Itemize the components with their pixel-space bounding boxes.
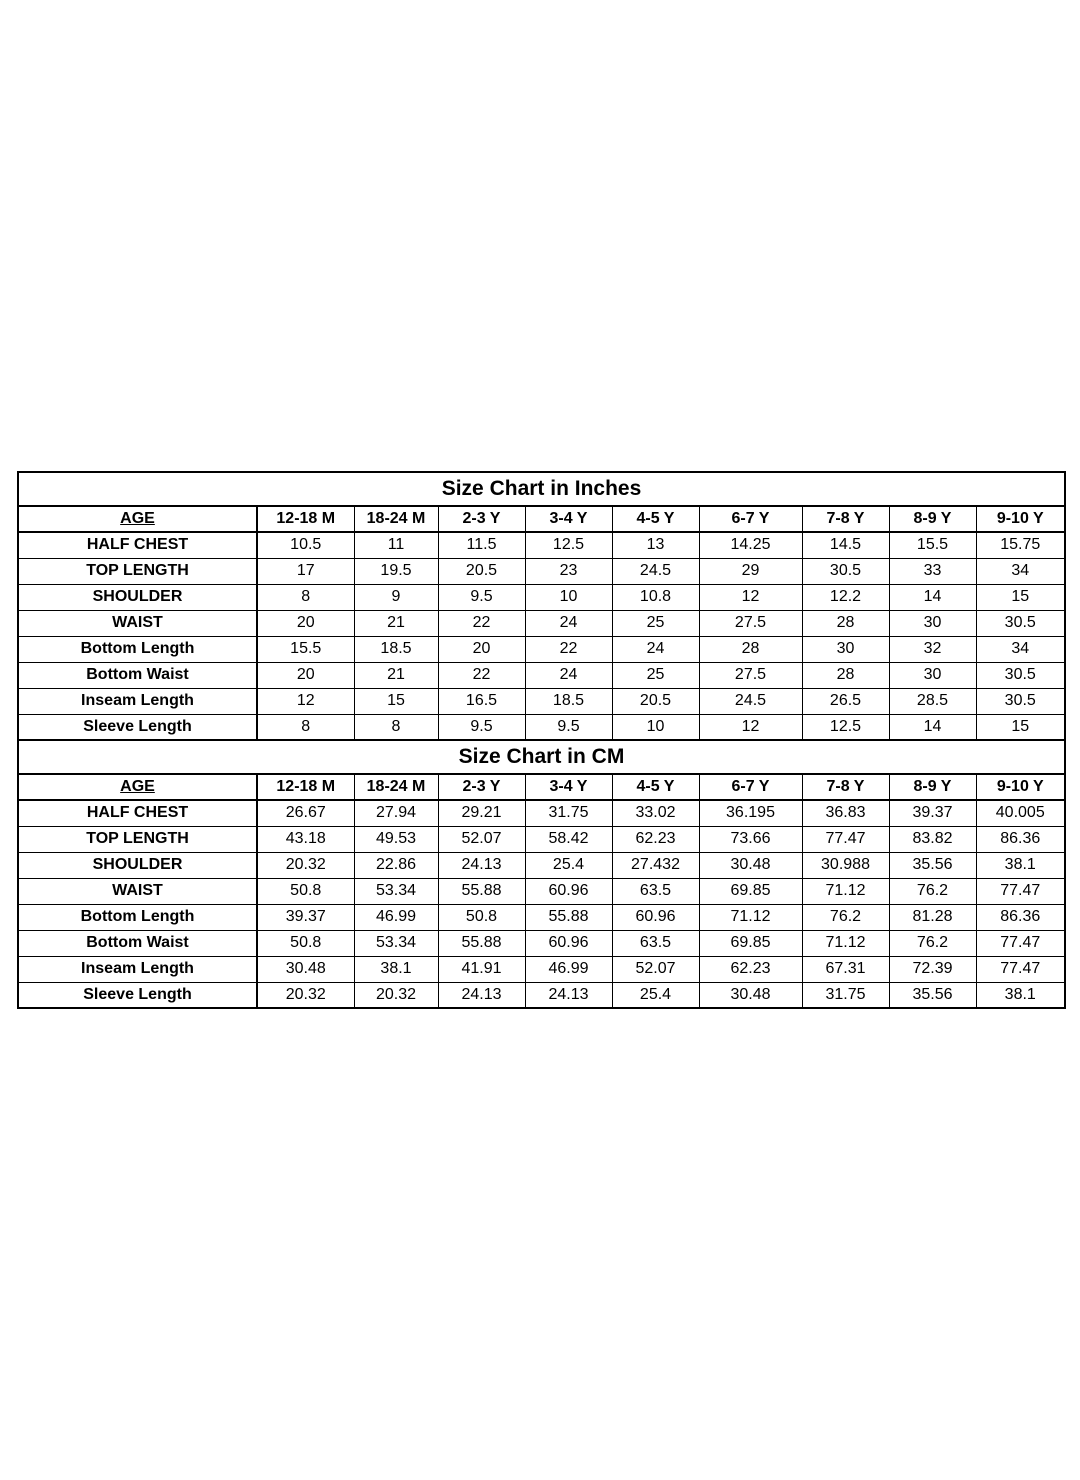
table-cell: 30.988 <box>802 852 889 878</box>
table-row <box>18 636 1065 662</box>
table-cell: 12 <box>257 688 354 714</box>
column-header-inches: 9-10 Y <box>976 506 1065 532</box>
table-cell: 20.32 <box>354 982 438 1008</box>
table-cell: 36.195 <box>699 800 802 826</box>
table-cell: 20.5 <box>438 558 525 584</box>
table-cell: 30.48 <box>699 982 802 1008</box>
table-cell: 29.21 <box>438 800 525 826</box>
table-cell: 50.8 <box>257 930 354 956</box>
table-cell: 62.23 <box>612 826 699 852</box>
column-header-inches: 12-18 M <box>257 506 354 532</box>
column-header-cm: 12-18 M <box>257 774 354 800</box>
table-cell: 30 <box>802 636 889 662</box>
table-cell: 30.48 <box>257 956 354 982</box>
table-cell: 10 <box>612 714 699 740</box>
table-row <box>18 956 1065 982</box>
table-row <box>18 904 1065 930</box>
table-cell: 55.88 <box>525 904 612 930</box>
table-cell: 20.5 <box>612 688 699 714</box>
table-cell: 28 <box>802 610 889 636</box>
table-cell: 8 <box>354 714 438 740</box>
column-header-inches: 8-9 Y <box>889 506 976 532</box>
table-cell: 33.02 <box>612 800 699 826</box>
table-cell: 77.47 <box>802 826 889 852</box>
table-row <box>18 930 1065 956</box>
table-cell: 62.23 <box>699 956 802 982</box>
table-cell: 13 <box>612 532 699 558</box>
age-header-cm: AGE <box>18 774 257 800</box>
table-cell: 16.5 <box>438 688 525 714</box>
table-row <box>18 532 1065 558</box>
table-cell: 26.5 <box>802 688 889 714</box>
table-cell: 73.66 <box>699 826 802 852</box>
table-row <box>18 826 1065 852</box>
table-cell: 22 <box>438 610 525 636</box>
table-cell: 12.2 <box>802 584 889 610</box>
table-cell: 11 <box>354 532 438 558</box>
table-cell: 14.5 <box>802 532 889 558</box>
column-header-cm: 2-3 Y <box>438 774 525 800</box>
table-row <box>18 558 1065 584</box>
table-cell: 14 <box>889 584 976 610</box>
size-chart-body <box>18 472 1065 1008</box>
row-label: WAIST <box>18 878 257 904</box>
table-cell: 60.96 <box>612 904 699 930</box>
column-header-cm: 7-8 Y <box>802 774 889 800</box>
table-row <box>18 610 1065 636</box>
table-cell: 11.5 <box>438 532 525 558</box>
table-cell: 20.32 <box>257 852 354 878</box>
table-cell: 72.39 <box>889 956 976 982</box>
table-row <box>18 878 1065 904</box>
table-cell: 18.5 <box>525 688 612 714</box>
table-cell: 71.12 <box>802 878 889 904</box>
table-cell: 15 <box>976 714 1065 740</box>
row-label: Sleeve Length <box>18 714 257 740</box>
table-cell: 36.83 <box>802 800 889 826</box>
table-cell: 20 <box>438 636 525 662</box>
table-cell: 58.42 <box>525 826 612 852</box>
table-cell: 25.4 <box>612 982 699 1008</box>
table-cell: 50.8 <box>438 904 525 930</box>
header-row-cm <box>18 774 1065 800</box>
table-cell: 20 <box>257 662 354 688</box>
table-cell: 12 <box>699 714 802 740</box>
table-cell: 12.5 <box>802 714 889 740</box>
table-cell: 50.8 <box>257 878 354 904</box>
table-cell: 9.5 <box>438 584 525 610</box>
table-cell: 24.5 <box>612 558 699 584</box>
row-label: Bottom Length <box>18 904 257 930</box>
table-cell: 52.07 <box>612 956 699 982</box>
table-cell: 26.67 <box>257 800 354 826</box>
table-cell: 12.5 <box>525 532 612 558</box>
row-label: SHOULDER <box>18 584 257 610</box>
table-cell: 35.56 <box>889 852 976 878</box>
table-cell: 27.5 <box>699 662 802 688</box>
table-cell: 55.88 <box>438 878 525 904</box>
table-cell: 34 <box>976 636 1065 662</box>
table-cell: 30.5 <box>976 662 1065 688</box>
table-cell: 28 <box>802 662 889 688</box>
column-header-inches: 3-4 Y <box>525 506 612 532</box>
table-cell: 9.5 <box>438 714 525 740</box>
table-cell: 32 <box>889 636 976 662</box>
table-cell: 22 <box>438 662 525 688</box>
section-title-inches: Size Chart in Inches <box>18 472 1065 506</box>
table-cell: 41.91 <box>438 956 525 982</box>
table-cell: 60.96 <box>525 878 612 904</box>
table-cell: 39.37 <box>257 904 354 930</box>
table-cell: 24.13 <box>438 982 525 1008</box>
section-title-row-cm <box>18 740 1065 774</box>
table-cell: 27.432 <box>612 852 699 878</box>
row-label: Inseam Length <box>18 956 257 982</box>
table-cell: 24 <box>525 662 612 688</box>
column-header-cm: 18-24 M <box>354 774 438 800</box>
table-cell: 67.31 <box>802 956 889 982</box>
table-cell: 30.5 <box>976 610 1065 636</box>
row-label: Inseam Length <box>18 688 257 714</box>
row-label: WAIST <box>18 610 257 636</box>
table-cell: 86.36 <box>976 826 1065 852</box>
table-cell: 38.1 <box>976 852 1065 878</box>
table-cell: 31.75 <box>525 800 612 826</box>
table-cell: 81.28 <box>889 904 976 930</box>
table-cell: 71.12 <box>699 904 802 930</box>
table-cell: 24 <box>525 610 612 636</box>
table-cell: 24.13 <box>525 982 612 1008</box>
row-label: Bottom Waist <box>18 662 257 688</box>
table-cell: 30.48 <box>699 852 802 878</box>
table-cell: 30 <box>889 662 976 688</box>
table-cell: 25 <box>612 610 699 636</box>
table-cell: 23 <box>525 558 612 584</box>
table-cell: 43.18 <box>257 826 354 852</box>
table-cell: 69.85 <box>699 878 802 904</box>
table-cell: 77.47 <box>976 956 1065 982</box>
table-row <box>18 714 1065 740</box>
column-header-cm: 9-10 Y <box>976 774 1065 800</box>
column-header-cm: 4-5 Y <box>612 774 699 800</box>
table-cell: 38.1 <box>976 982 1065 1008</box>
table-cell: 71.12 <box>802 930 889 956</box>
table-cell: 86.36 <box>976 904 1065 930</box>
table-cell: 20.32 <box>257 982 354 1008</box>
table-cell: 30.5 <box>976 688 1065 714</box>
table-cell: 17 <box>257 558 354 584</box>
row-label: Bottom Waist <box>18 930 257 956</box>
table-cell: 83.82 <box>889 826 976 852</box>
table-cell: 33 <box>889 558 976 584</box>
table-cell: 69.85 <box>699 930 802 956</box>
table-cell: 31.75 <box>802 982 889 1008</box>
table-cell: 63.5 <box>612 878 699 904</box>
column-header-cm: 3-4 Y <box>525 774 612 800</box>
table-cell: 14.25 <box>699 532 802 558</box>
table-cell: 22 <box>525 636 612 662</box>
table-cell: 76.2 <box>889 878 976 904</box>
table-row <box>18 800 1065 826</box>
table-row <box>18 982 1065 1008</box>
table-cell: 60.96 <box>525 930 612 956</box>
section-title-cm: Size Chart in CM <box>18 740 1065 774</box>
table-cell: 29 <box>699 558 802 584</box>
row-label: HALF CHEST <box>18 532 257 558</box>
table-cell: 10.8 <box>612 584 699 610</box>
table-cell: 9.5 <box>525 714 612 740</box>
column-header-inches: 18-24 M <box>354 506 438 532</box>
table-cell: 53.34 <box>354 878 438 904</box>
row-label: TOP LENGTH <box>18 558 257 584</box>
table-cell: 21 <box>354 610 438 636</box>
table-cell: 28 <box>699 636 802 662</box>
column-header-inches: 7-8 Y <box>802 506 889 532</box>
row-label: HALF CHEST <box>18 800 257 826</box>
table-cell: 21 <box>354 662 438 688</box>
column-header-cm: 6-7 Y <box>699 774 802 800</box>
table-cell: 24 <box>612 636 699 662</box>
table-cell: 46.99 <box>525 956 612 982</box>
row-label: TOP LENGTH <box>18 826 257 852</box>
table-cell: 15.75 <box>976 532 1065 558</box>
table-cell: 10.5 <box>257 532 354 558</box>
table-cell: 34 <box>976 558 1065 584</box>
table-cell: 15.5 <box>257 636 354 662</box>
table-cell: 27.5 <box>699 610 802 636</box>
table-cell: 27.94 <box>354 800 438 826</box>
table-cell: 39.37 <box>889 800 976 826</box>
table-cell: 15 <box>354 688 438 714</box>
table-cell: 63.5 <box>612 930 699 956</box>
table-cell: 76.2 <box>889 930 976 956</box>
column-header-cm: 8-9 Y <box>889 774 976 800</box>
table-cell: 77.47 <box>976 930 1065 956</box>
table-cell: 49.53 <box>354 826 438 852</box>
table-cell: 22.86 <box>354 852 438 878</box>
table-cell: 24.13 <box>438 852 525 878</box>
table-cell: 52.07 <box>438 826 525 852</box>
table-cell: 10 <box>525 584 612 610</box>
row-label: Bottom Length <box>18 636 257 662</box>
row-label: SHOULDER <box>18 852 257 878</box>
column-header-inches: 4-5 Y <box>612 506 699 532</box>
age-header-inches: AGE <box>18 506 257 532</box>
table-cell: 19.5 <box>354 558 438 584</box>
table-cell: 8 <box>257 714 354 740</box>
row-label: Sleeve Length <box>18 982 257 1008</box>
table-cell: 28.5 <box>889 688 976 714</box>
table-row <box>18 688 1065 714</box>
table-cell: 25 <box>612 662 699 688</box>
table-cell: 12 <box>699 584 802 610</box>
table-cell: 53.34 <box>354 930 438 956</box>
table-cell: 20 <box>257 610 354 636</box>
column-header-inches: 6-7 Y <box>699 506 802 532</box>
table-cell: 8 <box>257 584 354 610</box>
table-cell: 55.88 <box>438 930 525 956</box>
header-row-inches <box>18 506 1065 532</box>
table-row <box>18 852 1065 878</box>
table-cell: 38.1 <box>354 956 438 982</box>
table-cell: 15 <box>976 584 1065 610</box>
table-cell: 40.005 <box>976 800 1065 826</box>
table-cell: 46.99 <box>354 904 438 930</box>
table-cell: 35.56 <box>889 982 976 1008</box>
table-cell: 30.5 <box>802 558 889 584</box>
table-cell: 9 <box>354 584 438 610</box>
table-cell: 76.2 <box>802 904 889 930</box>
table-cell: 24.5 <box>699 688 802 714</box>
size-chart-table <box>17 471 1066 1009</box>
table-cell: 14 <box>889 714 976 740</box>
table-cell: 30 <box>889 610 976 636</box>
table-row <box>18 584 1065 610</box>
table-cell: 15.5 <box>889 532 976 558</box>
table-cell: 18.5 <box>354 636 438 662</box>
table-row <box>18 662 1065 688</box>
table-cell: 77.47 <box>976 878 1065 904</box>
table-cell: 25.4 <box>525 852 612 878</box>
column-header-inches: 2-3 Y <box>438 506 525 532</box>
section-title-row-inches <box>18 472 1065 506</box>
